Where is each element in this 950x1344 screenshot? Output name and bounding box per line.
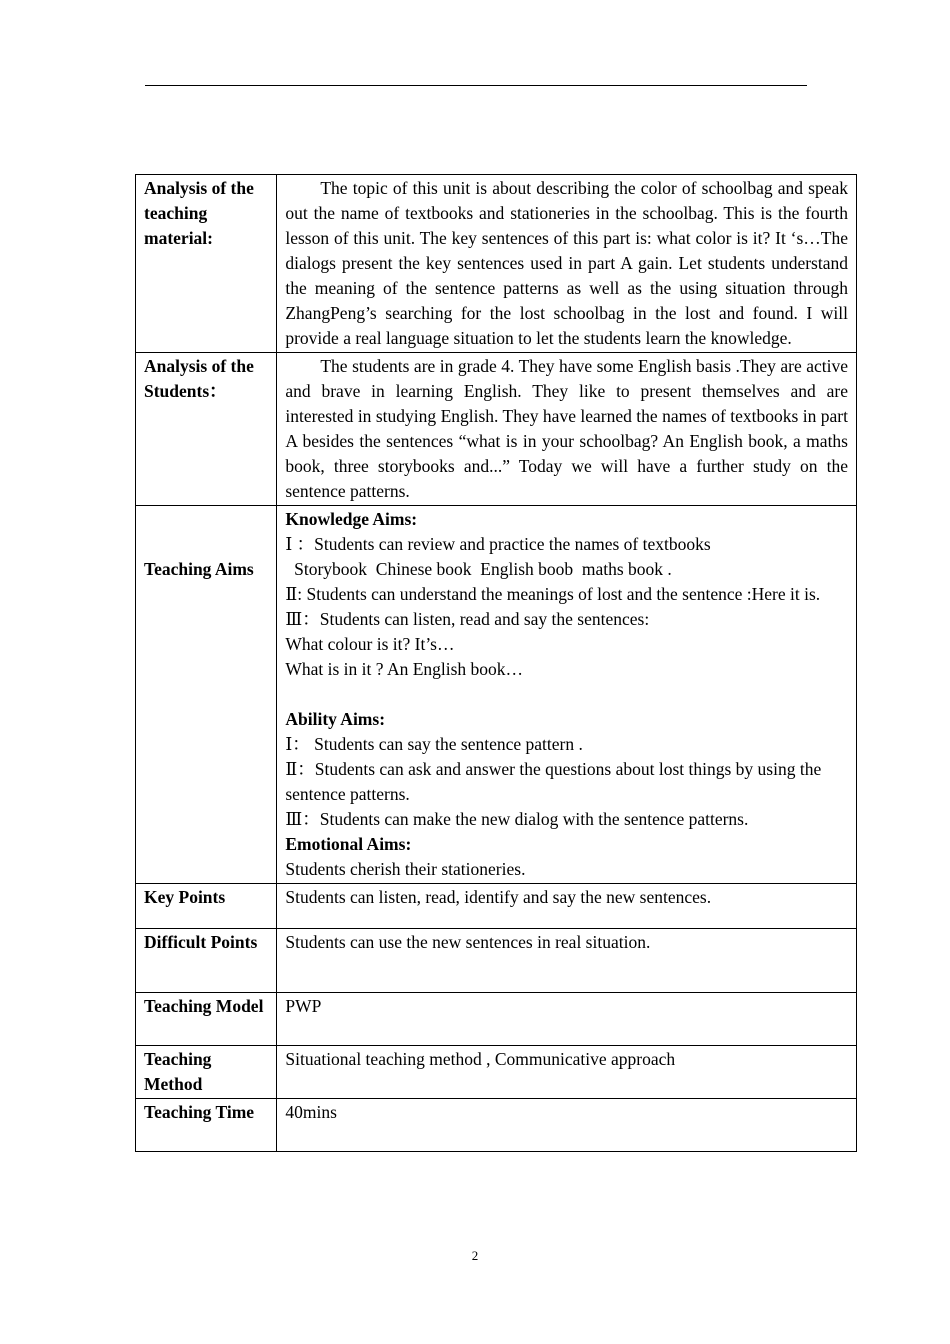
row-difficult-points [136, 929, 857, 993]
knowledge-aim-1: Ⅰ ：Students can review and practice the names of textbooks [285, 534, 711, 554]
text-difficult-points: Students can use the new sentences in real situation. [277, 929, 857, 993]
label-difficult-points: Difficult Points [136, 929, 277, 993]
label-students: Analysis of the Students： [136, 353, 277, 506]
text-teaching-material: The topic of this unit is about describing the color of schoolbag and speak out the name of textbooks and stationeries in the schoolbag. This is the fourth lesson of this unit. The key sentences of this part is: what color is it? It ‘s…The dialogs present the key sentences used in part A gain. Let students understand the meaning of the sentence patterns as well as the using situation through ZhangPeng’s searching for the lost schoolbag in the lost and found. I will provide a real language situation to let the students learn the knowledge. [277, 175, 857, 353]
row-teaching-model [136, 993, 857, 1046]
ability-aim-1: Ⅰ： Students can say the sentence pattern . [285, 734, 583, 754]
header-rule [145, 85, 807, 86]
label-teaching-aims: Teaching Aims [136, 506, 277, 884]
row-teaching-aims [136, 506, 857, 884]
text-students: The students are in grade 4. They have some English basis .They are active and brave in learning English. They like to present themselves and are interested in studying English. They have learned the names of textbooks in part A besides the sentences “what is in your schoolbag? An English book, a maths book, three storybooks and...” Today we will have a further study on the sentence patterns. [277, 353, 857, 506]
knowledge-aim-3-sentence-a: What colour is it? It’s… [285, 634, 455, 654]
aims-content [277, 506, 857, 884]
row-teaching-method [136, 1046, 857, 1099]
knowledge-aim-3: Ⅲ：Students can listen, read and say the sentences: [285, 609, 650, 629]
knowledge-aims-title: Knowledge Aims: [285, 509, 418, 529]
row-teaching-time [136, 1099, 857, 1152]
text-key-points: Students can listen, read, identify and say the new sentences. [277, 884, 857, 929]
knowledge-aim-1-books: Storybook Chinese book English boob maths book . [285, 559, 672, 579]
label-teaching-time: Teaching Time [136, 1099, 277, 1152]
ability-aims-title: Ability Aims: [285, 709, 386, 729]
ability-aim-2: Ⅱ：Students can ask and answer the questions about lost things by using the sentence patterns. [285, 759, 822, 804]
row-teaching-material [136, 175, 857, 353]
ability-aim-3: Ⅲ：Students can make the new dialog with the sentence patterns. [285, 809, 749, 829]
label-teaching-model: Teaching Model [136, 993, 277, 1046]
spacer [285, 682, 848, 707]
emotional-aim-1: Students cherish their stationeries. [285, 859, 526, 879]
row-key-points [136, 884, 857, 929]
knowledge-aim-3-sentence-b: What is in it ? An English book… [285, 659, 524, 679]
knowledge-aim-2: Ⅱ: Students can understand the meanings of lost and the sentence :Here it is. [285, 584, 821, 604]
lesson-plan-table [135, 174, 857, 1152]
label-teaching-material: Analysis of the teaching material: [136, 175, 277, 353]
emotional-aims-title: Emotional Aims: [285, 834, 412, 854]
page-number: 2 [471, 1248, 479, 1263]
label-teaching-method: Teaching Method [136, 1046, 277, 1099]
label-key-points: Key Points [136, 884, 277, 929]
row-students [136, 353, 857, 506]
text-teaching-method: Situational teaching method , Communicative approach [277, 1046, 857, 1099]
text-teaching-time: 40mins [277, 1099, 857, 1152]
text-teaching-model: PWP [277, 993, 857, 1046]
